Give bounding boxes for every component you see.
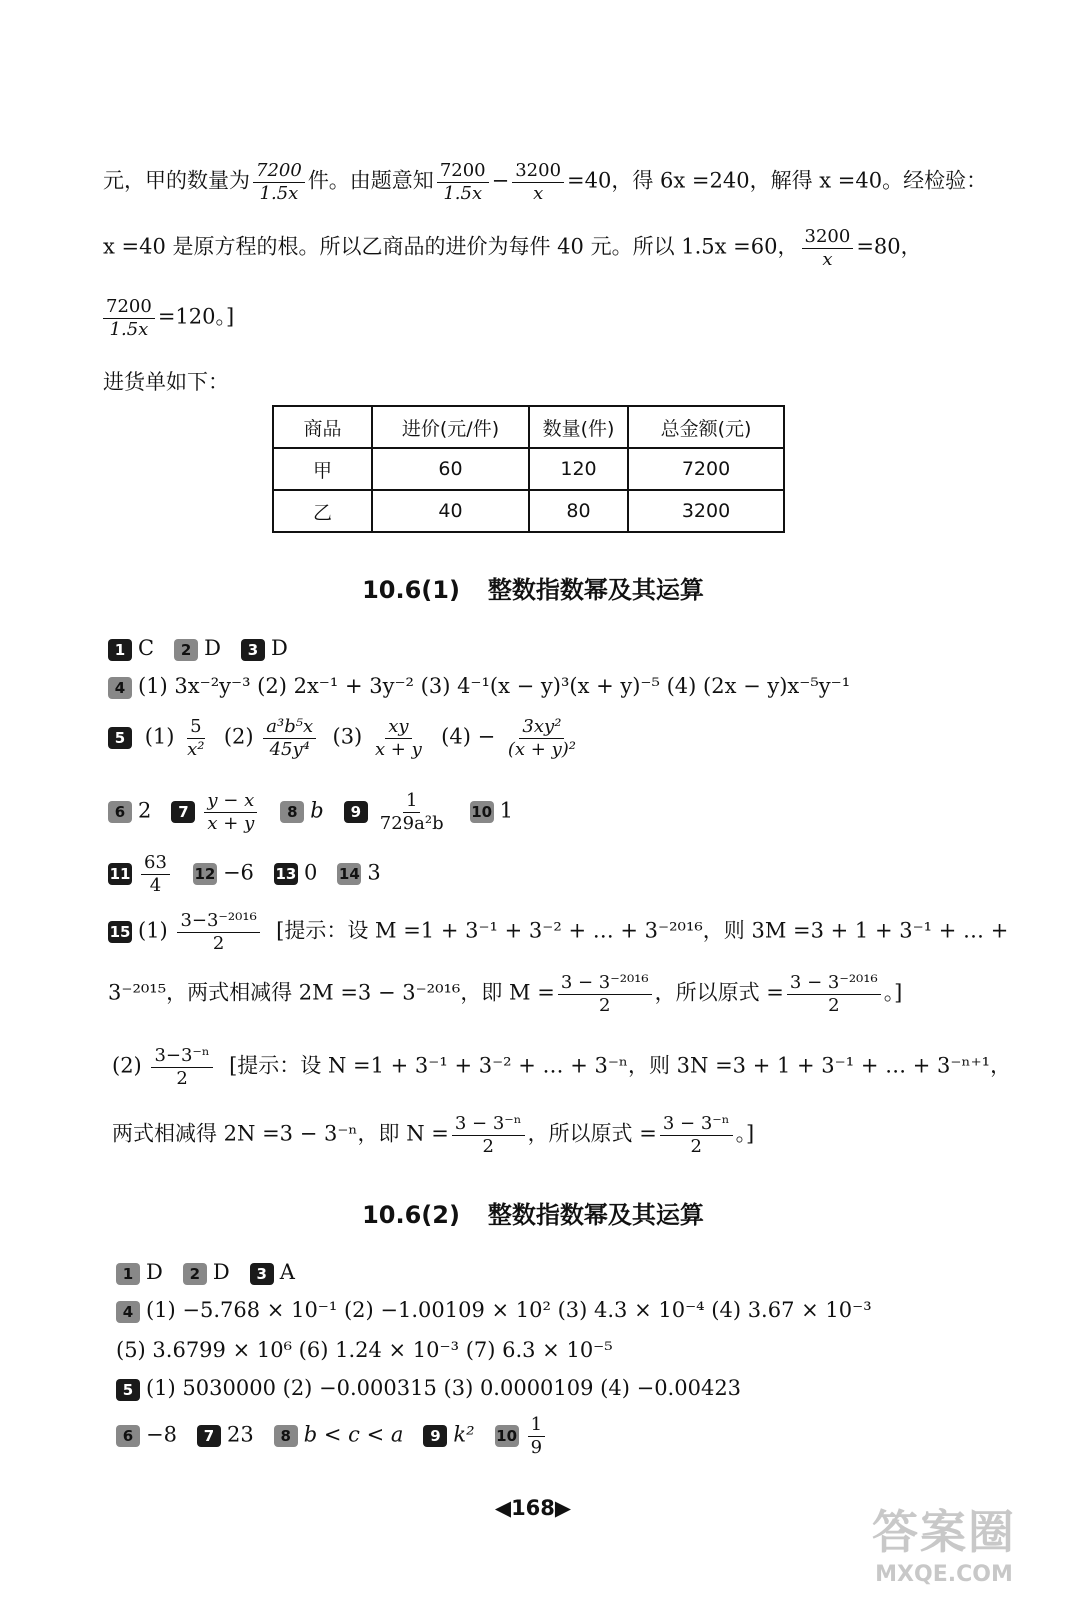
table-cell: 7200: [628, 448, 784, 490]
fraction: [253, 160, 305, 204]
fraction: [505, 716, 579, 760]
denominator: x²: [187, 738, 205, 760]
text: 元，甲的数量为: [103, 168, 250, 193]
answer-part: (2): [112, 1053, 142, 1078]
numerator: 1: [528, 1414, 545, 1437]
watermark-logo: [844, 1496, 1044, 1596]
table-header: 商品: [273, 406, 372, 448]
section-title: 整数指数幂及其运算: [487, 576, 704, 604]
answer: D: [146, 1260, 163, 1284]
question-number: 8: [274, 1425, 298, 1447]
hint-text: 。]: [883, 980, 903, 1005]
fraction: [558, 972, 652, 1016]
answer: 23: [227, 1422, 254, 1447]
denominator: 2: [212, 932, 225, 954]
hint-text: 两式相减得 2N =3 − 3⁻ⁿ，即 N =: [112, 1121, 449, 1146]
table-header: 进价(元/件): [372, 406, 529, 448]
question-number: 13: [275, 865, 297, 884]
denominator: x + y: [374, 738, 422, 760]
question-number: 7: [197, 1425, 221, 1447]
question-number: 4: [116, 1301, 140, 1323]
numerator: 3 − 3⁻ⁿ: [660, 1113, 733, 1136]
denominator: 1.5x: [109, 318, 149, 340]
purchase-table: [272, 405, 785, 533]
answer: −8: [146, 1422, 177, 1447]
hint-text: 3⁻²⁰¹⁵，两式相减得 2M =3 − 3⁻²⁰¹⁶，即 M =: [108, 980, 555, 1005]
s1-row-15-4: [112, 1113, 754, 1157]
denominator: 2: [690, 1135, 702, 1157]
text: =120。]: [157, 304, 235, 329]
fraction: [660, 1113, 733, 1157]
watermark-url: MXQE.COM: [875, 1562, 1013, 1587]
fraction: [802, 226, 854, 270]
answer: C: [138, 636, 155, 660]
question-number: 4: [108, 677, 132, 699]
question-number: 6: [108, 801, 132, 823]
question-number: 11: [109, 865, 131, 884]
denominator: x: [533, 182, 544, 204]
answer: b < c < a: [303, 1422, 404, 1447]
hint-text: ，所以原式 =: [654, 980, 784, 1005]
text: =80，: [856, 234, 922, 259]
numerator: 3xy²: [519, 716, 564, 739]
answer: b: [310, 798, 324, 823]
question-number: 6: [116, 1425, 140, 1447]
answer: −6: [222, 860, 254, 885]
numerator: 3−3⁻²⁰¹⁶: [177, 910, 259, 933]
denominator: x: [822, 248, 833, 270]
fraction: [512, 160, 564, 204]
table-row: [273, 490, 784, 532]
answer: A: [279, 1260, 295, 1284]
s2-row-1: [116, 1260, 295, 1285]
answer: k²: [453, 1422, 475, 1447]
question-number: 3: [241, 639, 265, 661]
fraction: [151, 1045, 212, 1089]
table-cell: 120: [529, 448, 628, 490]
table-header: 总金额(元): [628, 406, 784, 448]
fraction: [528, 1414, 545, 1458]
fraction: [377, 790, 447, 834]
numerator: 1: [403, 790, 420, 813]
question-number: 8: [280, 801, 304, 823]
denominator: 1.5x: [443, 182, 483, 204]
text: 件。由题意知: [307, 168, 434, 193]
s1-row-1: [108, 636, 288, 661]
section-1-heading: [0, 570, 1066, 605]
table-cell: 乙: [273, 490, 372, 532]
fraction: [204, 790, 257, 834]
numerator: 5: [187, 716, 204, 739]
answer-part: (4) −: [441, 724, 496, 749]
s1-row-4: [108, 674, 850, 699]
table-cell: 60: [372, 448, 529, 490]
denominator: 2: [598, 994, 611, 1016]
section-number: 10.6(1): [362, 576, 460, 604]
denominator: 45y⁴: [269, 738, 310, 760]
fraction: [787, 972, 881, 1016]
table-cell: 40: [372, 490, 529, 532]
intro-line-4: 进货单如下：: [103, 370, 229, 394]
answer: (1) 5030000 (2) −0.000315 (3) 0.0000109 (4) −0.00423: [146, 1376, 742, 1400]
intro-line-3: [100, 296, 234, 340]
question-number: 14: [338, 865, 360, 884]
question-number: 5: [116, 1379, 140, 1401]
text: =40，得 6x =240，解得 x =40。经检验：: [567, 168, 988, 193]
s1-row-15-1: [108, 910, 1008, 954]
question-number: 12: [194, 865, 216, 884]
numerator: 7200: [437, 160, 489, 183]
denominator: 2: [828, 994, 840, 1016]
numerator: 3 − 3⁻²⁰¹⁶: [787, 972, 881, 995]
question-number: 15: [109, 923, 131, 942]
hint-text: [提示：设 M =1 + 3⁻¹ + 3⁻² + … + 3⁻²⁰¹⁶，则 3M =3 + 1 + 3⁻¹ + … +: [276, 918, 1009, 943]
s2-row-4: [116, 1298, 872, 1323]
question-number: 3: [250, 1263, 274, 1285]
numerator: y − x: [204, 790, 257, 813]
s2-row-4b: (5) 3.6799 × 10⁶ (6) 1.24 × 10⁻³ (7) 6.3 × 10⁻⁵: [116, 1338, 613, 1362]
s1-row-6: [108, 790, 513, 834]
question-number: 9: [344, 801, 368, 823]
question-number: 2: [183, 1263, 207, 1285]
intro-line-1: [103, 160, 987, 204]
numerator: 7200: [103, 296, 155, 319]
text: −: [491, 168, 510, 193]
fraction: [372, 716, 425, 760]
s1-row-5: [108, 716, 582, 760]
fraction: [103, 296, 155, 340]
hint-text: 。]: [735, 1121, 755, 1146]
text: x =40 是原方程的根。所以乙商品的进价为每件 40 元。所以 1.5x =60，: [103, 234, 799, 259]
question-number: 1: [116, 1263, 140, 1285]
numerator: 3200: [802, 226, 854, 249]
question-number: 9: [423, 1425, 447, 1447]
answer-part: (3): [332, 724, 363, 749]
s1-row-15-3: [112, 1045, 1011, 1089]
s2-row-6: [116, 1414, 548, 1458]
fraction: [184, 716, 207, 760]
answer-part: (2): [223, 724, 254, 749]
answer: (1) 3x⁻²y⁻³ (2) 2x⁻¹ + 3y⁻² (3) 4⁻¹(x − y)³(x + y)⁻⁵ (4) (2x − y)x⁻⁵y⁻¹: [138, 674, 851, 698]
hint-text: ，所以原式 =: [527, 1121, 657, 1146]
hint-text: [提示：设 N =1 + 3⁻¹ + 3⁻² + … + 3⁻ⁿ，则 3N =3 + 1 + 3⁻¹ + … + 3⁻ⁿ⁺¹，: [229, 1053, 1012, 1078]
denominator: x + y: [207, 812, 255, 834]
page-number: ◀168▶: [494, 1496, 572, 1520]
table-header-row: [273, 406, 784, 448]
question-number: 7: [171, 801, 195, 823]
denominator: 1.5x: [259, 182, 299, 204]
answer-part: (1): [144, 724, 175, 749]
denominator: 2: [482, 1135, 494, 1157]
denominator: (x + y)²: [507, 738, 576, 760]
answer-part: (1): [138, 918, 168, 943]
s2-row-5: [116, 1376, 741, 1401]
denominator: 9: [530, 1436, 543, 1458]
s1-row-15-2: [108, 972, 902, 1016]
answer: 2: [138, 798, 152, 823]
question-number: 5: [108, 727, 132, 749]
question-number: 1: [108, 639, 132, 661]
section-number: 10.6(2): [362, 1201, 460, 1229]
numerator: 3−3⁻ⁿ: [151, 1045, 212, 1068]
numerator: xy: [385, 716, 411, 739]
fraction: [437, 160, 489, 204]
answer: 3: [367, 860, 381, 885]
answer: (1) −5.768 × 10⁻¹ (2) −1.00109 × 10² (3) 4.3 × 10⁻⁴ (4) 3.67 × 10⁻³: [146, 1298, 872, 1322]
numerator: 3 − 3⁻²⁰¹⁶: [558, 972, 652, 995]
numerator: 3200: [512, 160, 564, 183]
answer: D: [270, 636, 288, 660]
numerator: 7200: [253, 160, 305, 183]
question-number: 10: [471, 803, 493, 822]
s1-row-11: [108, 852, 381, 896]
section-title: 整数指数幂及其运算: [487, 1201, 704, 1229]
answer: D: [204, 636, 221, 660]
denominator: 729a²b: [379, 812, 444, 834]
table-row: [273, 448, 784, 490]
denominator: 4: [149, 874, 162, 896]
numerator: a³b⁵x: [263, 716, 316, 739]
denominator: 2: [176, 1067, 188, 1089]
watermark-text: 答案圈: [872, 1505, 1016, 1559]
question-number: 10: [496, 1427, 518, 1446]
numerator: 3 − 3⁻ⁿ: [452, 1113, 525, 1136]
fraction: [263, 716, 316, 760]
fraction: [141, 852, 170, 896]
section-2-heading: [0, 1195, 1066, 1230]
table-cell: 甲: [273, 448, 372, 490]
numerator: 63: [141, 852, 170, 875]
fraction: [177, 910, 259, 954]
table-header: 数量(件): [529, 406, 628, 448]
intro-line-2: [103, 226, 922, 270]
fraction: [452, 1113, 525, 1157]
answer: 0: [303, 860, 318, 885]
table-cell: 3200: [628, 490, 784, 532]
answer: D: [212, 1260, 230, 1284]
question-number: 2: [174, 639, 198, 661]
table-cell: 80: [529, 490, 628, 532]
answer: 1: [499, 798, 514, 823]
